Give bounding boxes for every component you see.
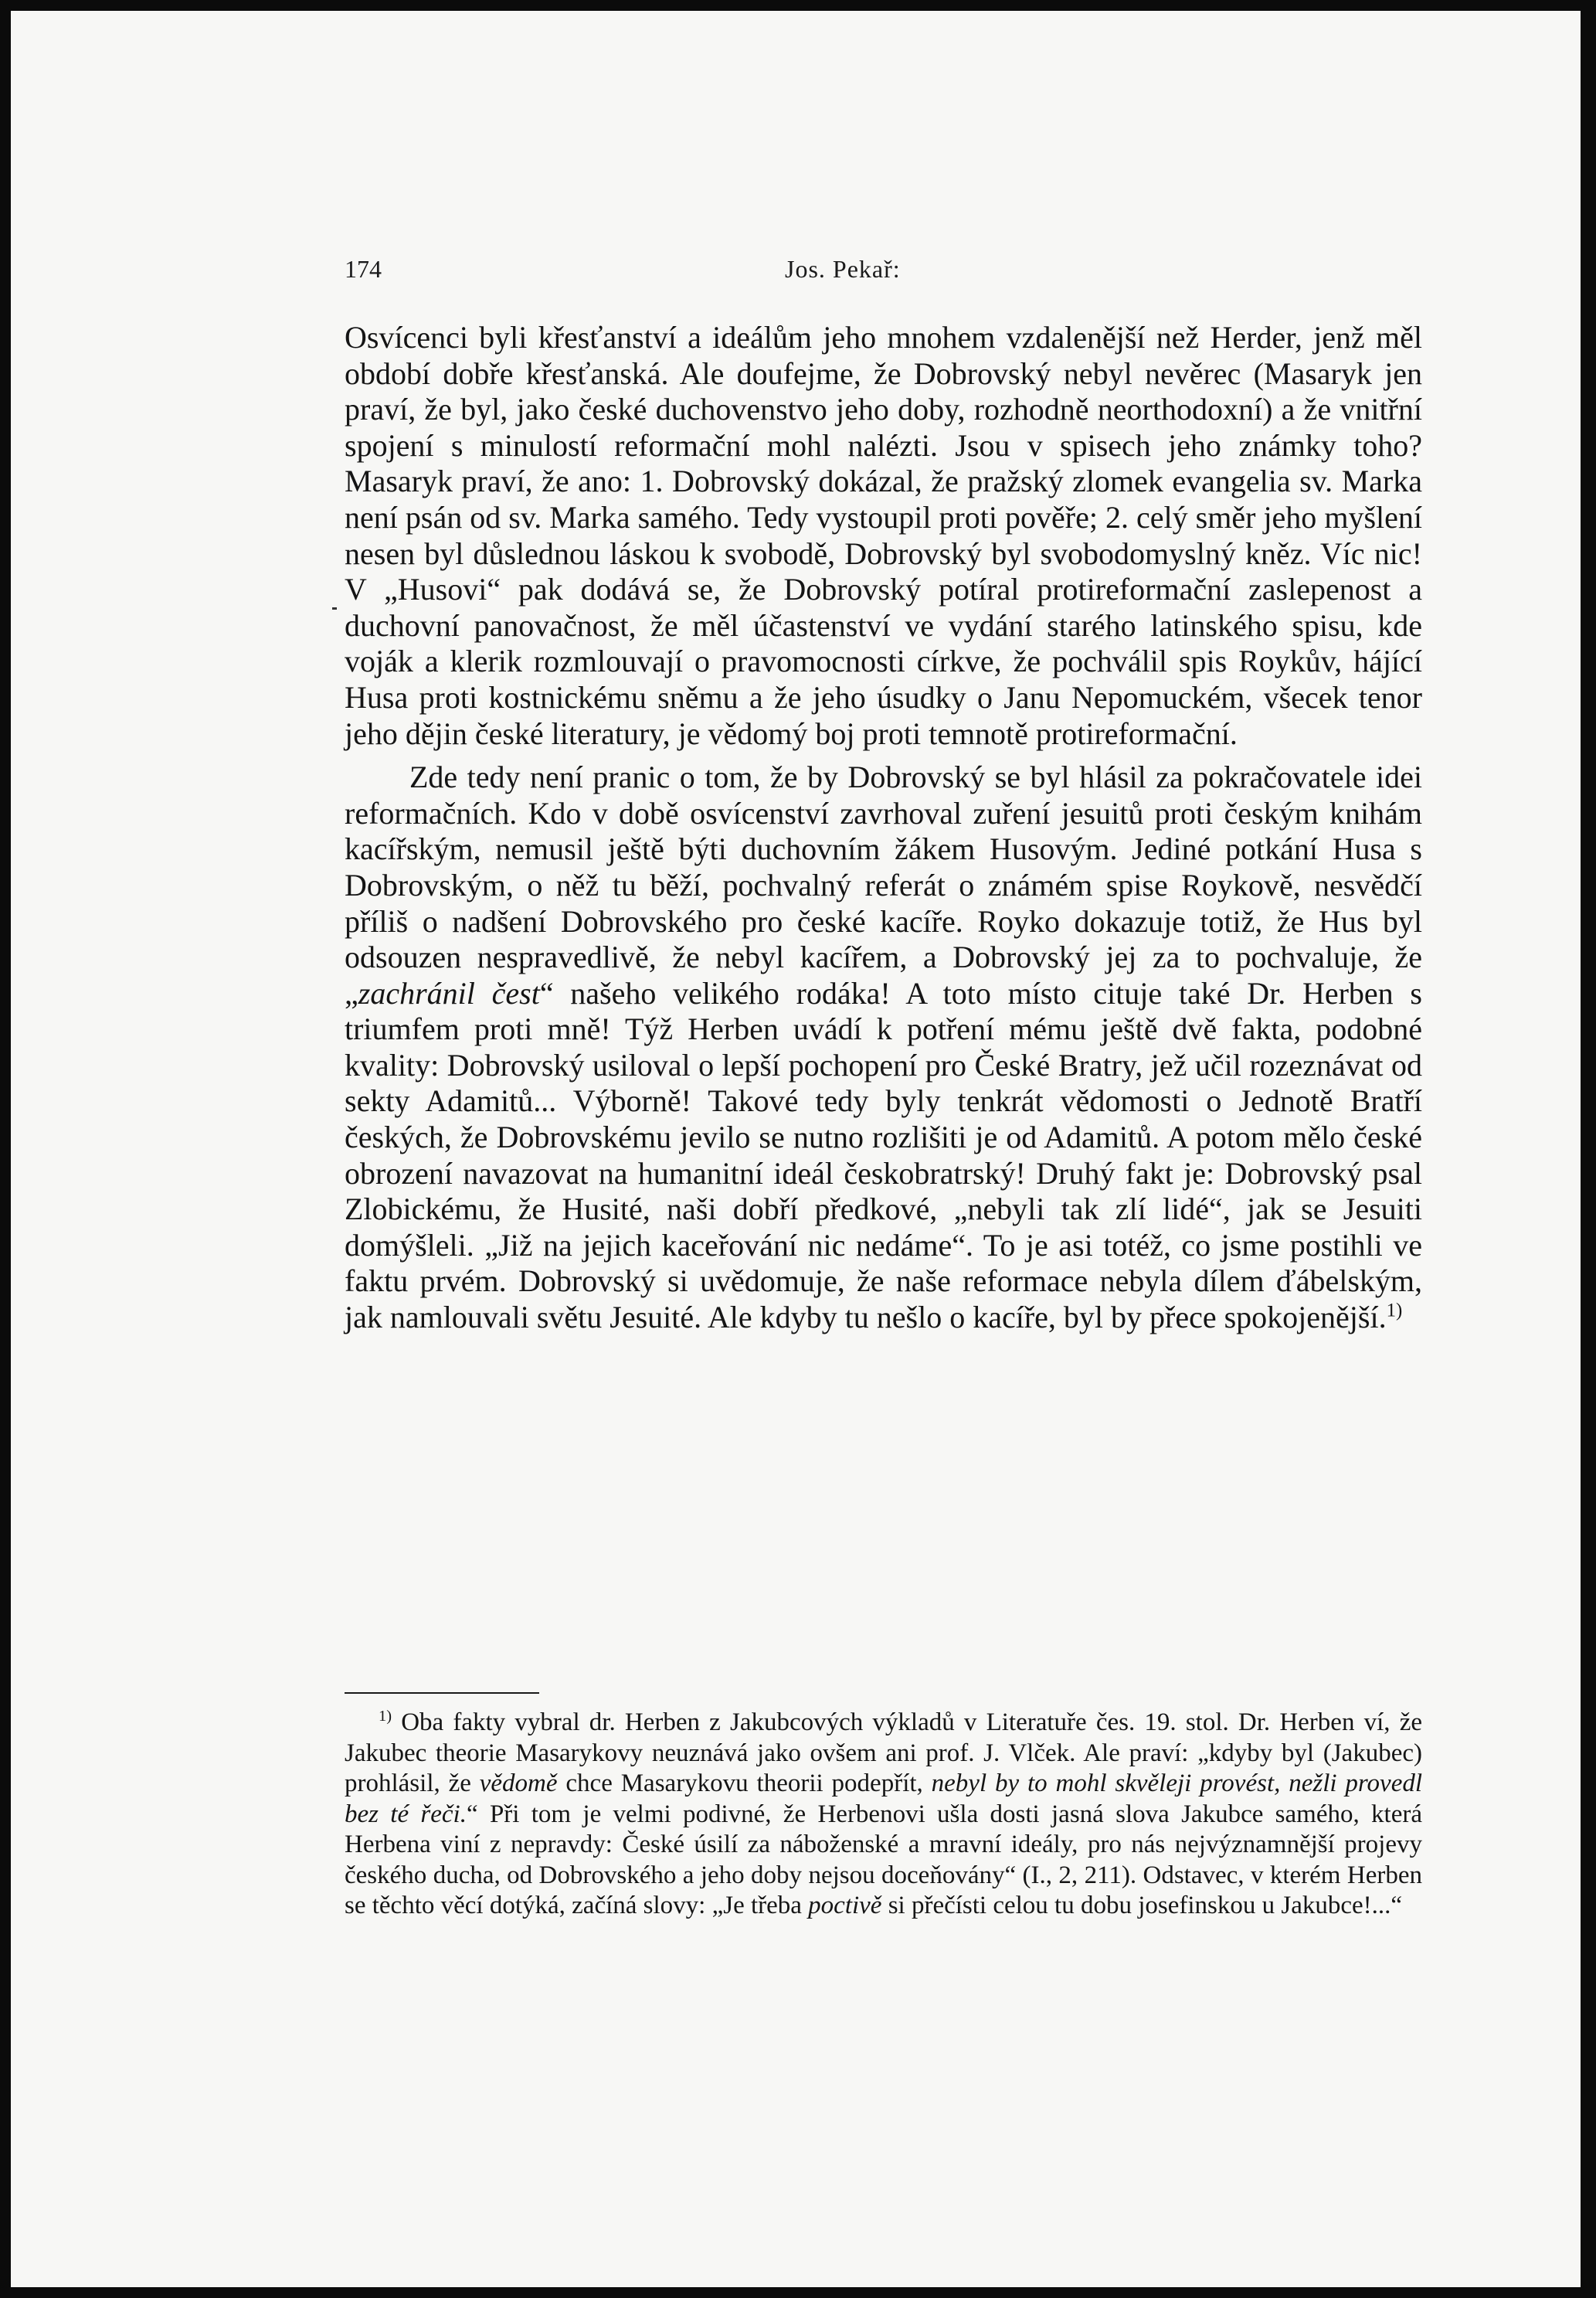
paragraph-1: Osvícenci byli křesťanství a ideálům jeho mnohem vzdalenější než Herder, jenž měl období dobře křesťanská. Ale doufejme, že Dobrovský nebyl nevěrec (Masaryk jen praví, že byl, jako české duchovenstvo jeho doby, rozhodně neorthodoxní) a že vnitřní spojení s minulostí reformační mohl nalézti. Jsou v spisech jeho známky toho? Masaryk praví, že ano: 1. Dobrovský dokázal, že pražský zlomek evangelia sv. Marka není psán od sv. Marka samého. Tedy vystoupil proti pověře; 2. celý směr jeho myšlení nesen byl důslednou láskou k svobodě, Dobrovský byl svobodomyslný kněz. Víc nic! V „Husovi“ pak dodává se, že Dobrovský potíral protireformační zaslepenost a duchovní panovačnost, že měl účastenství ve vydání starého latinského spisu, kde voják a klerik rozmlouvají o pravomocnosti církve, že pochválil spis Roykův, hájící Husa proti kostnickému sněmu a že jeho úsudky o Janu Nepomuckém, všecek tenor jeho dějin české literatury, je vědomý boj proti temnotě protireformační. [345,320,1422,751]
footnote-italic-2: nebyl by to mohl skvěleji provést, nežli provedl bez té řeči. [345,1769,1423,1828]
footnote-text-4: si přečísti celou tu dobu josefinskou u Jakubce!...“ [881,1892,1403,1919]
footnote-italic-3: poctivě [808,1892,882,1919]
paragraph-2-italic: zachránil čest [358,975,540,1011]
paragraph-2-part-a: Zde tedy není pranic o tom, že by Dobrovský se byl hlásil za pokračovatele idei reformačních. Kdo v době osvícenství zavrhoval zuření jesuitů proti českým knihám kacířským, nemusil ještě býti duchovním žákem Husovým. Jediné potkání Husa s Dobrovským, o něž tu běží, pochvalný referát o známém spise Roykově, nesvědčí příliš o nadšení Dobrovského pro české kacíře. Royko dokazuje totiž, že Hus byl odsouzen nespravedlivě, že nebyl kacířem, a Dobrovský jej za to pochvaluje, že „ [345,760,1422,1011]
footnote-italic-1: vědomě [479,1769,558,1797]
main-text [345,320,1422,1336]
page-number: 174 [345,255,382,283]
footnote [345,1708,1422,1922]
scan-edge [1581,0,1596,2298]
footnote-text-2: chce Masarykovu theorii podepřít, [557,1769,932,1797]
footnote-reference: 1) [1386,1300,1403,1321]
footnote-marker: 1) [379,1708,392,1725]
margin-mark [332,607,337,610]
paragraph-2 [345,760,1422,1336]
running-title: Jos. Pekař: [785,255,901,283]
footnote-divider [345,1692,539,1694]
paragraph-2-part-b: “ našeho velikého rodáka! A toto místo cituje také Dr. Herben s triumfem proti mně! Týž Herben uvádí k potření mému ještě dvě fakta, podobné kvality: Dobrovský usiloval o lepší pochopení pro České Bratry, jež učil rozeznávat od sekty Adamitů... Výborně! Takové tedy byly tenkrát vědomosti o Jednotě Bratří českých, že Dobrovskému jevilo se nutno rozlišiti je od Adamitů. A potom mělo české obrození navazovat na humanitní ideál českobratrský! Druhý fakt je: Dobrovský psal Zlobickému, že Husité, naši dobří předkové, „nebyli tak zlí lidé“, jak se Jesuiti domýšleli. „Již na jejich kaceřování nic nedáme“. To je asi totéž, co jsme postihli ve faktu prvém. Dobrovský si uvědomuje, že naše reformace nebyla dílem ďábelským, jak namlouvali světu Jesuité. Ale kdyby tu nešlo o kacíře, byl by přece spokojenější. [345,975,1422,1335]
footnote-text-1: Oba fakty vybral dr. Herben z Jakubcových výkladů v Literatuře čes. 19. stol. Dr. Herben ví, že Jakubec theorie Masarykovy neuznává jako ovšem ani prof. J. Vlček. Ale praví: „kdyby byl (Jakubec) prohlásil, že [345,1708,1422,1797]
running-head [345,255,1426,294]
footnote-text-3: “ Při tom je velmi podivné, že Herbenovi ušla dosti jasná slova Jakubce samého, která Herbena viní z nepravdy: České úsilí za náboženské a mravní ideály, pro nás nejvýznamnější projevy českého ducha, od Dobrovského a jeho doby nejsou doceňovány“ (I., 2, 211). Odstavec, v kterém Herben se těchto věcí dotýká, začíná slovy: „Je třeba [345,1800,1422,1919]
